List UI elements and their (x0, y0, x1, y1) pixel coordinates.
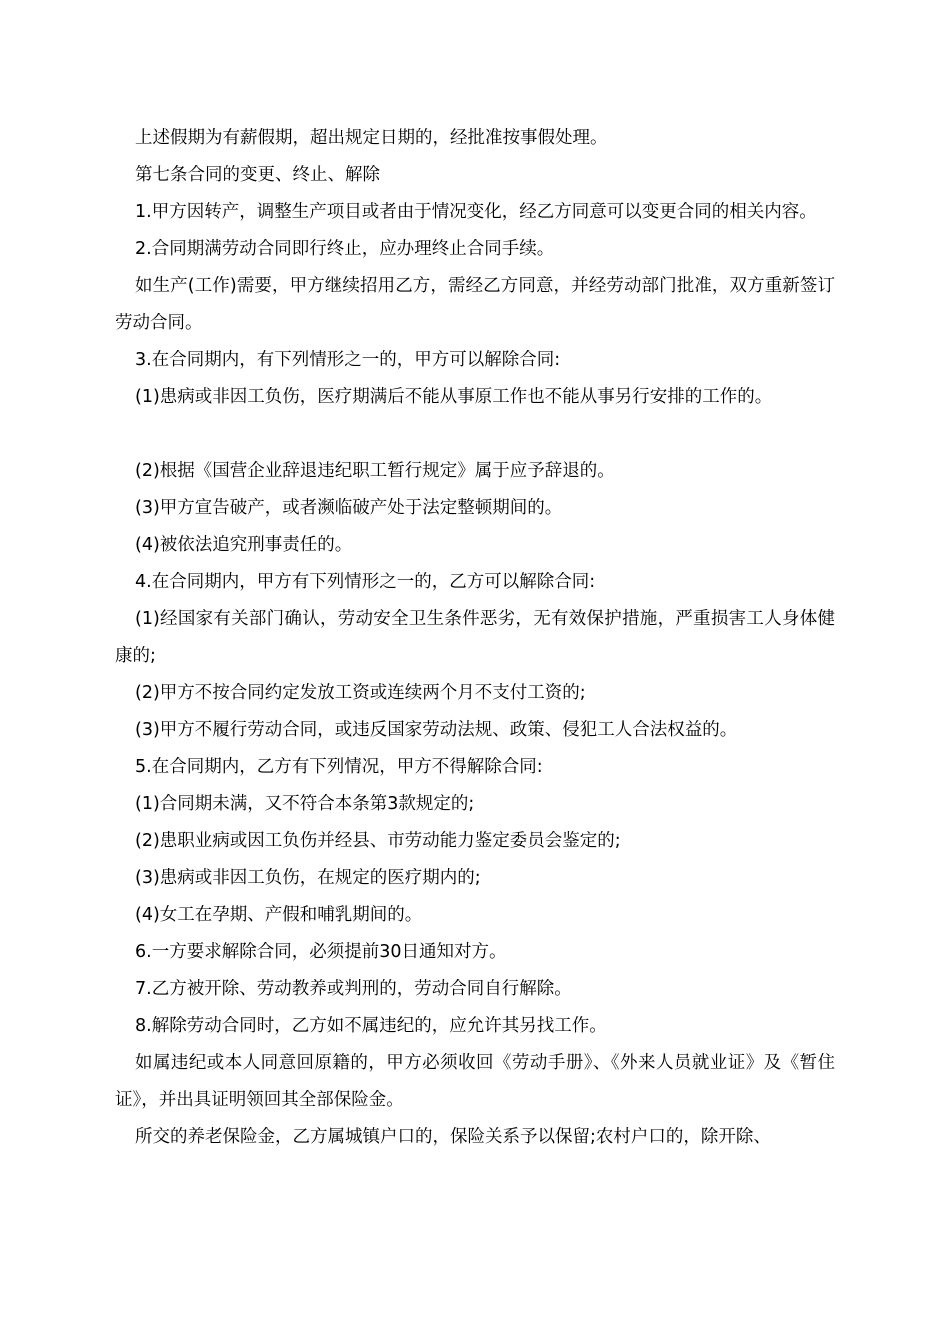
paragraph: (1)经国家有关部门确认，劳动安全卫生条件恶劣，无有效保护措施，严重损害工人身体健康的; (115, 609, 835, 666)
paragraph: 所交的养老保险金，乙方属城镇户口的，保险关系予以保留;农村户口的，除开除、 (135, 1127, 771, 1147)
paragraph: (3)患病或非因工负伤，在规定的医疗期内的; (135, 868, 481, 888)
paragraph: 如属违纪或本人同意回原籍的，甲方必须收回《劳动手册》、《外来人员就业证》及《暂住证》，并出具证明领回其全部保险金。 (115, 1053, 835, 1110)
blank-line (115, 416, 835, 453)
paragraph: (1)合同期未满，又不符合本条第3款规定的; (135, 794, 475, 814)
section-heading: 第七条合同的变更、终止、解除 (135, 165, 380, 185)
paragraph: 2.合同期满劳动合同即行终止，应办理终止合同手续。 (135, 239, 555, 259)
paragraph: 3.在合同期内，有下列情形之一的，甲方可以解除合同: (135, 350, 561, 370)
paragraph: 6.一方要求解除合同，必须提前30日通知对方。 (135, 942, 507, 962)
paragraph: 7.乙方被开除、劳动教养或判刑的，劳动合同自行解除。 (135, 979, 572, 999)
document-body (115, 120, 835, 1156)
paragraph: 上述假期为有薪假期，超出规定日期的，经批准按事假处理。 (135, 128, 608, 148)
paragraph: (1)患病或非因工负伤，医疗期满后不能从事原工作也不能从事另行安排的工作的。 (135, 387, 773, 407)
paragraph: (4)女工在孕期、产假和哺乳期间的。 (135, 905, 423, 925)
paragraph: 8.解除劳动合同时，乙方如不属违纪的，应允许其另找工作。 (135, 1016, 607, 1036)
paragraph: (3)甲方宣告破产，或者濒临破产处于法定整顿期间的。 (135, 498, 563, 518)
paragraph: (2)患职业病或因工负伤并经县、市劳动能力鉴定委员会鉴定的; (135, 831, 621, 851)
paragraph: 如生产(工作)需要，甲方继续招用乙方，需经乙方同意，并经劳动部门批准，双方重新签订劳动合同。 (115, 276, 835, 333)
paragraph: 4.在合同期内，甲方有下列情形之一的，乙方可以解除合同: (135, 572, 596, 592)
paragraph: 1.甲方因转产，调整生产项目或者由于情况变化，经乙方同意可以变更合同的相关内容。 (135, 202, 817, 222)
paragraph: (4)被依法追究刑事责任的。 (135, 535, 353, 555)
paragraph: (2)根据《国营企业辞退违纪职工暂行规定》属于应予辞退的。 (135, 461, 615, 481)
paragraph: (3)甲方不履行劳动合同，或违反国家劳动法规、政策、侵犯工人合法权益的。 (135, 720, 738, 740)
paragraph: (2)甲方不按合同约定发放工资或连续两个月不支付工资的; (135, 683, 586, 703)
paragraph: 5.在合同期内，乙方有下列情况，甲方不得解除合同: (135, 757, 543, 777)
